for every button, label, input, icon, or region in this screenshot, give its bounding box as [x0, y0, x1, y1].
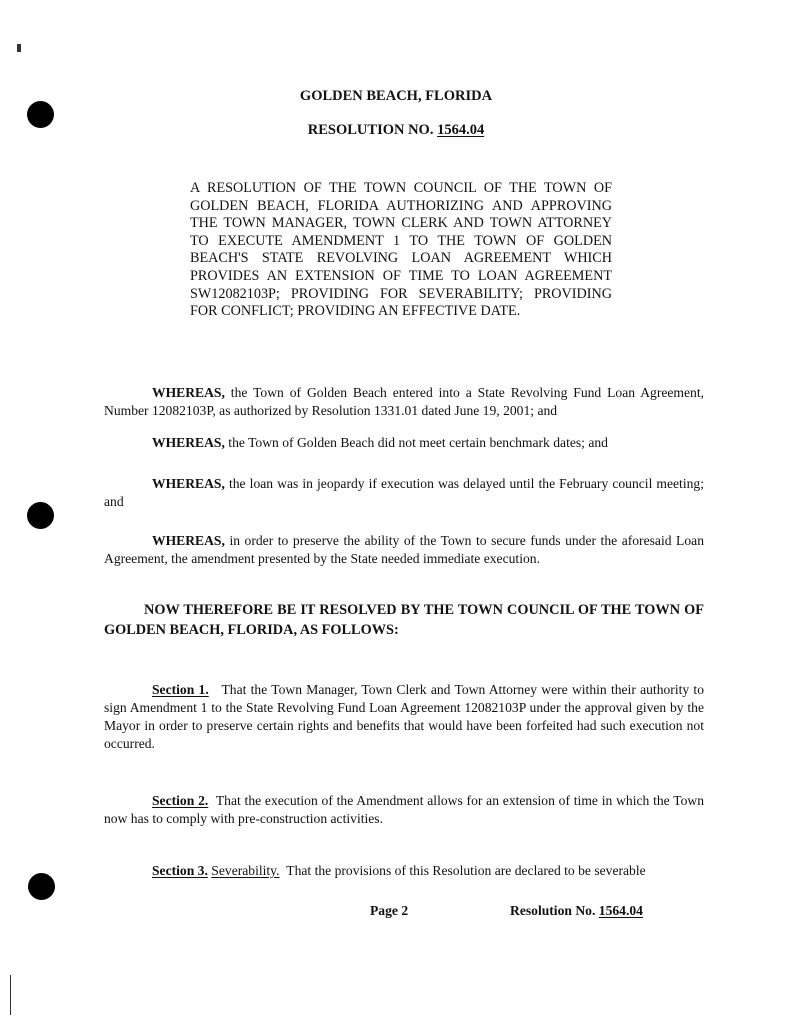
section-3	[104, 862, 704, 880]
resolution-label: RESOLUTION NO.	[307, 122, 434, 138]
resolution-title	[0, 122, 792, 139]
section-text: That the execution of the Amendment allows for an extension of time in which the Town now has to comply with pre-construction activities.	[104, 793, 704, 826]
section-text: That the Town Manager, Town Clerk and Town Attorney were within their authority to sign Amendment 1 to the State Revolving Fund Loan Agreement 12082103P under the approval given by the Mayor in order to preserve certain rights and benefits that would have been forfeited had such execution not occurred.	[104, 682, 704, 751]
section-text: That the provisions of this Resolution are declared to be severable	[286, 863, 646, 878]
whereas-lead: WHEREAS,	[152, 435, 225, 450]
section-heading: Section 2.	[152, 793, 209, 808]
whereas-lead: WHEREAS,	[152, 385, 225, 400]
section-heading: Section 1.	[152, 682, 209, 697]
whereas-lead: WHEREAS,	[152, 533, 225, 548]
resolution-number: 1564.04	[437, 122, 485, 138]
whereas-clause	[104, 532, 704, 568]
whereas-text: the loan was in jeopardy if execution was delayed until the February council meeting; and	[104, 476, 704, 509]
whereas-clause	[104, 434, 704, 452]
whereas-text: in order to preserve the ability of the Town to secure funds under the aforesaid Loan Agreement, the amendment presented by the State needed immediate execution.	[104, 533, 704, 566]
section-2	[104, 792, 704, 828]
resolution-abstract: A RESOLUTION OF THE TOWN COUNCIL OF THE TOWN OF GOLDEN BEACH, FLORIDA AUTHORIZING AND APPROVING THE TOWN MANAGER, TOWN CLERK AND TOWN ATTORNEY TO EXECUTE AMENDMENT 1 TO THE TOWN OF GOLDEN BEACH'S STATE REVOLVING LOAN AGREEMENT WHICH PROVIDES AN EXTENSION OF TIME TO LOAN AGREEMENT SW12082103P; PROVIDING FOR SEVERABILITY; PROVIDING FOR CONFLICT; PROVIDING AN EFFECTIVE DATE.	[190, 180, 612, 320]
section-subheading: Severability.	[211, 863, 280, 878]
scan-speck	[17, 44, 21, 52]
resolved-clause: NOW THEREFORE BE IT RESOLVED BY THE TOWN COUNCIL OF THE TOWN OF GOLDEN BEACH, FLORIDA, AS FOLLOWS:	[104, 602, 704, 638]
whereas-text: the Town of Golden Beach entered into a State Revolving Fund Loan Agreement, Number 12082103P, as authorized by Resolution 1331.01 dated June 19, 2001; and	[104, 385, 704, 418]
section-heading: Section 3.	[152, 863, 208, 878]
punch-hole	[28, 873, 55, 900]
whereas-clause	[104, 384, 704, 420]
document-place-title: GOLDEN BEACH, FLORIDA	[299, 88, 493, 104]
whereas-clause	[104, 475, 704, 511]
page-number: Page 2	[370, 903, 409, 918]
footer-resolution	[510, 903, 683, 919]
footer-resolution-number: 1564.04	[598, 903, 643, 918]
scan-speck	[10, 975, 11, 1015]
whereas-lead: WHEREAS,	[152, 476, 225, 491]
section-1	[104, 681, 704, 753]
footer-resolution-label: Resolution No.	[510, 903, 596, 918]
whereas-text: the Town of Golden Beach did not meet certain benchmark dates; and	[224, 435, 608, 450]
punch-hole	[27, 502, 54, 529]
